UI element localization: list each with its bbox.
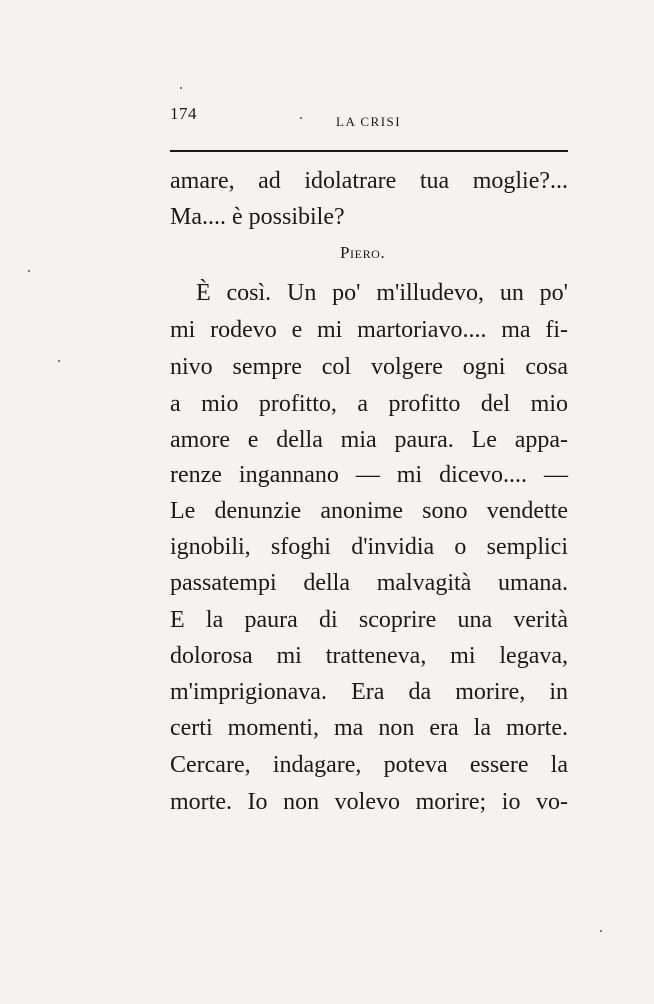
paper-speck: [300, 117, 302, 119]
text-line: Ma.... è possibile?: [170, 204, 345, 230]
text-line: nivo sempre col volgere ogni cosa: [170, 354, 568, 380]
speaker-name: Piero.: [340, 243, 386, 262]
text-line: certi momenti, ma non era la morte.: [170, 715, 568, 741]
text-line: amare, ad idolatrare tua moglie?...: [170, 168, 568, 194]
page-number: 174: [170, 104, 197, 123]
text-line: morte. Io non volevo morire; io vo-: [170, 789, 568, 815]
running-title: LA CRISI: [336, 114, 402, 129]
text-line: dolorosa mi tratteneva, mi legava,: [170, 643, 568, 669]
paper-speck: [180, 87, 182, 89]
paper-speck: [58, 360, 60, 362]
text-line: renze ingannano — mi dicevo.... —: [170, 462, 568, 488]
text-line: passatempi della malvagità umana.: [170, 570, 568, 596]
header-rule: [170, 150, 568, 152]
text-line: E la paura di scoprire una verità: [170, 607, 568, 633]
paper-speck: [28, 270, 30, 272]
text-line: ignobili, sfoghi d'invidia o semplici: [170, 534, 568, 560]
text-line: m'imprigionava. Era da morire, in: [170, 679, 568, 705]
text-line: a mio profitto, a profitto del mio: [170, 391, 568, 417]
paper-speck: [600, 930, 602, 932]
text-line: È così. Un po' m'illudevo, un po': [196, 280, 568, 306]
text-line: Le denunzie anonime sono vendette: [170, 498, 568, 524]
text-line: Cercare, indagare, poteva essere la: [170, 752, 568, 778]
text-line: amore e della mia paura. Le appa-: [170, 427, 568, 453]
text-line: mi rodevo e mi martoriavo.... ma fi-: [170, 317, 568, 343]
